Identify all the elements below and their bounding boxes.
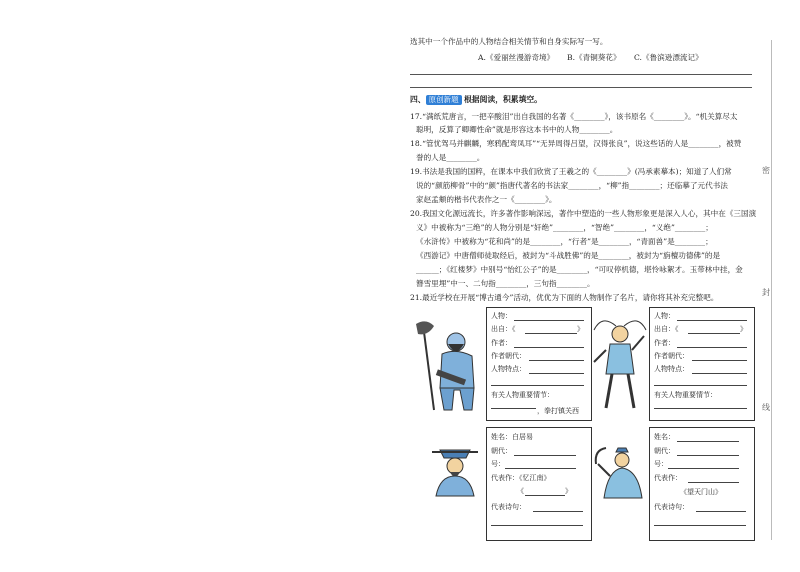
answer-line xyxy=(410,74,752,75)
section-header xyxy=(410,95,542,105)
option-b: B.《青铜葵花》 xyxy=(567,53,621,62)
section-number: 四、 xyxy=(410,95,426,104)
fill-line xyxy=(514,320,584,321)
card4-row: 号： xyxy=(654,460,668,468)
card1-row: 出自：《 xyxy=(491,325,516,333)
answer-line xyxy=(410,87,752,88)
fill-line xyxy=(692,360,747,361)
card1-row: 人物特点： xyxy=(491,365,526,373)
figure-lu-zhishen xyxy=(414,318,486,416)
fill-line xyxy=(525,333,577,334)
card1-row: 人物： xyxy=(491,312,512,320)
poet-card-1 xyxy=(486,427,592,541)
card3-row: 号： xyxy=(491,460,505,468)
q17-line: 17.“满纸荒唐言，一把辛酸泪”出自我国的名著《________》，该书原名《________》。“机关算尽太 xyxy=(410,112,738,121)
fill-line xyxy=(533,511,583,512)
fill-line xyxy=(677,320,747,321)
fill-line xyxy=(688,482,739,483)
fill-line xyxy=(514,347,584,348)
card2-row: 出自：《 xyxy=(654,325,679,333)
character-card-2 xyxy=(649,307,755,421)
q20-line: ______；《红楼梦》中别号“怡红公子”的是________，“可叹停机德，堪怜咏絮才。玉带林中挂，金 xyxy=(416,265,743,274)
section-title: 根据阅读，积累填空。 xyxy=(464,95,542,104)
fill-line xyxy=(654,525,746,526)
figure-li-bai xyxy=(592,444,648,500)
side-mark: 密 xyxy=(762,166,770,175)
fill-line xyxy=(688,333,740,334)
card2-row: 人物特点： xyxy=(654,365,689,373)
card3-row: 代表作：《忆江南》 xyxy=(491,474,551,482)
card3-row: 代表诗句： xyxy=(491,503,526,511)
q18-line: 18.“管忧驾马并麒麟，寒鸦配鸾凤耳”“无异周得吕望，汉得张良”，说这些话的人是________，被赞 xyxy=(410,139,742,148)
q20-line: 20.我国文化源远流长，许多著作影响深远，著作中塑造的一些人物形象更是深入人心，其中在《三国演 xyxy=(410,209,757,218)
card1-close: 》 xyxy=(577,325,584,333)
card4-row: 朝代： xyxy=(654,447,675,455)
card3-row: 《 xyxy=(517,487,524,495)
card1-row: 作者： xyxy=(491,339,512,347)
card1-row: 作者朝代： xyxy=(491,352,526,360)
q17-line: 聪明，反算了卿卿性命”就是形容这本书中的人物________。 xyxy=(416,125,618,134)
option-a: A.《爱丽丝漫游奇境》 xyxy=(478,53,555,62)
card2-close: 》 xyxy=(740,325,747,333)
character-card-1 xyxy=(486,307,592,421)
fill-line xyxy=(692,373,747,374)
section-badge: 原创新题 xyxy=(426,95,462,105)
option-c: C.《鲁滨逊漂流记》 xyxy=(634,53,703,62)
card4-row: 姓名： xyxy=(654,433,675,441)
q19-line: 说的“颜筋柳骨”中的“颜”指唐代著名的书法家________，“柳”指________；还临摹了元代书法 xyxy=(416,181,728,190)
side-mark: 封 xyxy=(762,288,770,297)
binding-line xyxy=(771,40,772,540)
fill-line xyxy=(668,468,739,469)
fill-line xyxy=(491,525,583,526)
fill-line xyxy=(677,455,739,456)
q20-line: 《水浒传》中被称为“花和尚”的是________，“行者”是________，“青面兽”是________； xyxy=(416,237,713,246)
fill-line xyxy=(491,408,536,409)
intro-line: 选其中一个作品中的人物结合相关情节和自身实际写一写。 xyxy=(410,37,608,46)
fill-line xyxy=(696,511,746,512)
card2-row: 作者朝代： xyxy=(654,352,689,360)
q18-line: 誉的人是________。 xyxy=(416,153,485,162)
card3-row: 朝代： xyxy=(491,447,512,455)
card3-close: 》 xyxy=(565,487,572,495)
fill-line xyxy=(514,455,576,456)
side-mark: 线 xyxy=(762,403,770,412)
q19-line: 家赵孟頫的楷书代表作之一《________》。 xyxy=(416,195,557,204)
card3-row: 姓名：白居易 xyxy=(491,433,533,441)
q19-line: 19.书法是我国的国粹，在课本中我们欣赏了王羲之的《________》(冯承素摹本)；知道了人们常 xyxy=(410,167,732,176)
card4-row: 《望天门山》 xyxy=(680,488,722,496)
fill-line xyxy=(491,385,584,386)
q21-line: 21.最近学校在开展“博古通今”活动，优优为下面的人物制作了名片，请你将其补充完整吧。 xyxy=(410,293,719,302)
figure-bai-juyi xyxy=(426,442,484,498)
fill-line xyxy=(529,360,584,361)
card2-row: 作者： xyxy=(654,339,675,347)
figure-sun-wukong xyxy=(592,316,648,414)
card4-row: 代表诗句： xyxy=(654,503,689,511)
card2-row: 有关人物重要情节： xyxy=(654,391,717,399)
card1-row: 有关人物重要情节： xyxy=(491,391,554,399)
card2-row: 人物： xyxy=(654,312,675,320)
q20-line: 义》中被称为“三绝”的人物分别是“奸绝”________，“智绝”________，“义绝”________； xyxy=(416,223,713,232)
fill-line xyxy=(505,468,576,469)
fill-line xyxy=(529,373,584,374)
fill-line xyxy=(677,441,739,442)
card4-row: 代表作： xyxy=(654,474,682,482)
fill-line xyxy=(525,495,565,496)
q20-line: 《西游记》中唐僧师徒取经后，被封为“斗战胜佛”的是________，被封为“旃檀功德佛”的是 xyxy=(416,251,721,260)
fill-line xyxy=(677,347,747,348)
poet-card-2 xyxy=(649,427,755,541)
fill-line xyxy=(654,385,747,386)
card1-bottom: ，拳打镇关西 xyxy=(537,407,579,415)
q20-line: 簪雪里埋”中一、二句指________，三句指________。 xyxy=(416,279,595,288)
fill-line xyxy=(654,408,747,409)
